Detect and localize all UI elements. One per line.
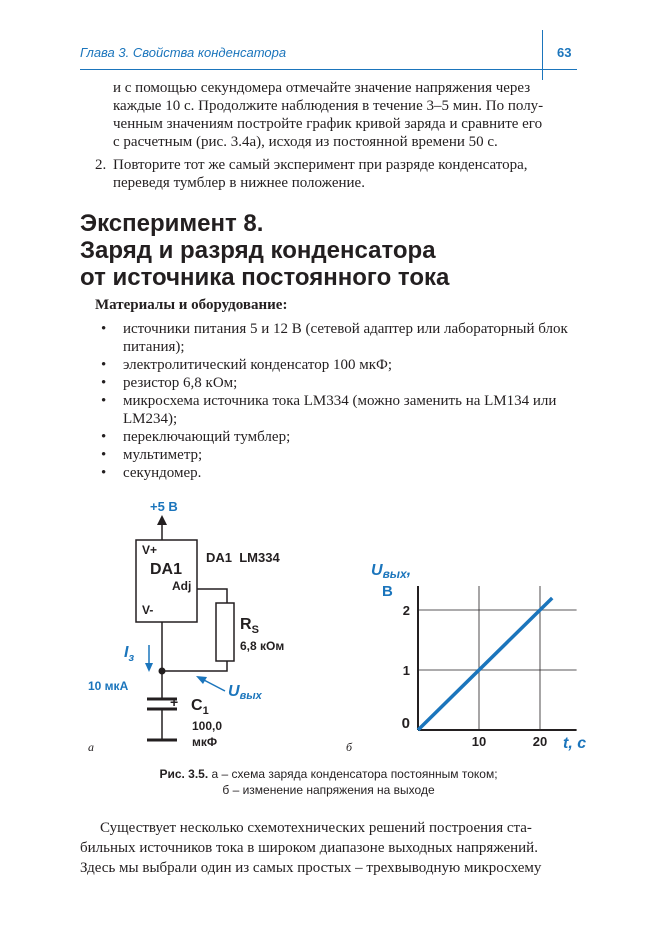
resistor-body xyxy=(216,603,234,661)
pin-vplus-label: V+ xyxy=(142,543,158,557)
origin-label: 0 xyxy=(401,715,410,732)
x-axis-title: t, с xyxy=(563,735,587,752)
bullet-icon: • xyxy=(101,429,107,445)
pin-vminus-label: V- xyxy=(142,603,154,617)
output-subscript: вых xyxy=(239,690,262,702)
title-line: от источника постоянного тока xyxy=(80,264,450,291)
list-item xyxy=(95,446,600,464)
page-number: 63 xyxy=(557,45,572,60)
y-axis-title xyxy=(371,562,411,581)
chip-label: DA1 LM334 xyxy=(206,550,280,565)
supply-label: +5 В xyxy=(150,499,178,514)
cap-subscript: 1 xyxy=(202,705,209,717)
current-arrow-icon xyxy=(145,663,153,672)
caption-line xyxy=(100,766,557,782)
figure-caption xyxy=(100,766,557,798)
cap-label xyxy=(191,697,209,717)
list-item-text: секундомер. xyxy=(123,465,202,481)
supply-arrow-icon xyxy=(157,515,167,525)
bullet-icon: • xyxy=(101,357,107,373)
bullet-icon: • xyxy=(101,393,107,409)
text-line: каждые 10 с. Продолжите наблюдения в течение 3–5 мин. По полу- xyxy=(113,98,544,114)
resistor-label xyxy=(240,616,259,636)
bullet-icon: • xyxy=(101,447,107,463)
materials-list xyxy=(95,320,600,482)
output-arrow xyxy=(202,679,225,691)
bullet-icon: • xyxy=(101,321,107,337)
subfigure-label-b: б xyxy=(346,740,353,754)
body-paragraph xyxy=(80,818,600,878)
chapter-title: Глава 3. Свойства конденсатора xyxy=(80,45,287,60)
y-axis-comma: , xyxy=(406,562,412,579)
caption-line: б – изменение напряжения на выходе xyxy=(222,783,435,797)
list-item-text: мультиметр; xyxy=(123,447,203,463)
cap-plus-sign: + xyxy=(170,694,179,710)
y-axis-symbol: U xyxy=(371,562,383,579)
output-symbol: U xyxy=(228,683,240,700)
adj-wire xyxy=(197,589,227,603)
list-item xyxy=(95,392,600,428)
current-value: 10 мкА xyxy=(88,679,129,693)
bullet-icon: • xyxy=(101,375,107,391)
caption-text: а – схема заряда конденсатора постоянным током; xyxy=(208,767,498,781)
pin-adj-label: Adj xyxy=(172,579,192,593)
header-divider xyxy=(542,30,543,80)
text-line: Здесь мы выбрали один из самых простых – трехвыводную микросхему xyxy=(80,860,542,876)
current-symbol: I xyxy=(124,644,129,661)
schematic-labels xyxy=(88,499,284,754)
cap-name: C xyxy=(191,697,203,714)
cap-value: 100,0 xyxy=(192,719,223,733)
title-line: Эксперимент 8. xyxy=(80,210,264,237)
voltage-chart xyxy=(346,562,586,754)
text-line: ченным значениям постройте график кривой заряда и сравните его xyxy=(113,116,543,132)
text-line: бильных источников тока в широком диапазоне выходных напряжений. xyxy=(80,840,538,856)
figure-3-5 xyxy=(0,495,657,765)
text-line: и с помощью секундомера отмечайте значение напряжения через xyxy=(113,80,531,96)
list-item-text: переключающий тумблер; xyxy=(123,429,291,445)
list-item xyxy=(95,374,600,392)
chip-name: DA1 xyxy=(150,561,183,578)
resistor-value: 6,8 кОм xyxy=(240,639,285,653)
resistor-bottom-wire xyxy=(162,661,227,671)
text-line: Существует несколько схемотехнических решений построения ста- xyxy=(100,820,532,836)
list-item xyxy=(95,320,600,356)
output-voltage-label xyxy=(228,683,263,702)
y-tick-label: 1 xyxy=(402,663,410,678)
current-subscript: з xyxy=(128,652,135,664)
list-item xyxy=(95,356,600,374)
cap-unit: мкФ xyxy=(192,735,218,749)
y-axis-unit: В xyxy=(382,583,393,600)
y-tick-label: 2 xyxy=(402,603,410,618)
list-item xyxy=(95,464,600,482)
intro-paragraph xyxy=(113,79,600,151)
list-item xyxy=(95,428,600,446)
caption-label: Рис. 3.5. xyxy=(159,767,209,781)
bullet-icon: • xyxy=(101,465,107,481)
x-tick-label: 20 xyxy=(532,734,548,749)
resistor-subscript: S xyxy=(251,624,259,636)
title-line: Заряд и разряд конденсатора xyxy=(80,237,436,264)
list-item-text: источники питания 5 и 12 В (сетевой адаптер или лабораторный блок питания); xyxy=(123,321,568,355)
text-line: с расчетным (рис. 3.4а), исходя из постоянной времени 50 с. xyxy=(113,134,498,150)
header-rule xyxy=(80,69,577,70)
text-line: Повторите тот же самый эксперимент при разряде конденсатора, xyxy=(113,157,528,173)
x-tick-label: 10 xyxy=(471,734,487,749)
item-text xyxy=(113,156,600,192)
list-item-text: резистор 6,8 кОм; xyxy=(123,375,238,391)
list-item-text: электролитический конденсатор 100 мкФ; xyxy=(123,357,392,373)
series-line xyxy=(418,598,552,730)
list-item-text: микросхема источника тока LM334 (можно заменить на LM134 или LM234); xyxy=(123,393,557,427)
current-label xyxy=(124,644,134,664)
text-line: переведя тумблер в нижнее положение. xyxy=(113,175,365,191)
junction-node xyxy=(159,668,165,674)
resistor-name: R xyxy=(240,616,252,633)
item-number: 2. xyxy=(95,157,107,173)
y-axis-subscript: вых xyxy=(382,567,407,581)
experiment-title xyxy=(80,210,600,291)
subfigure-label-a: а xyxy=(88,740,94,754)
materials-heading: Материалы и оборудование: xyxy=(95,297,288,313)
